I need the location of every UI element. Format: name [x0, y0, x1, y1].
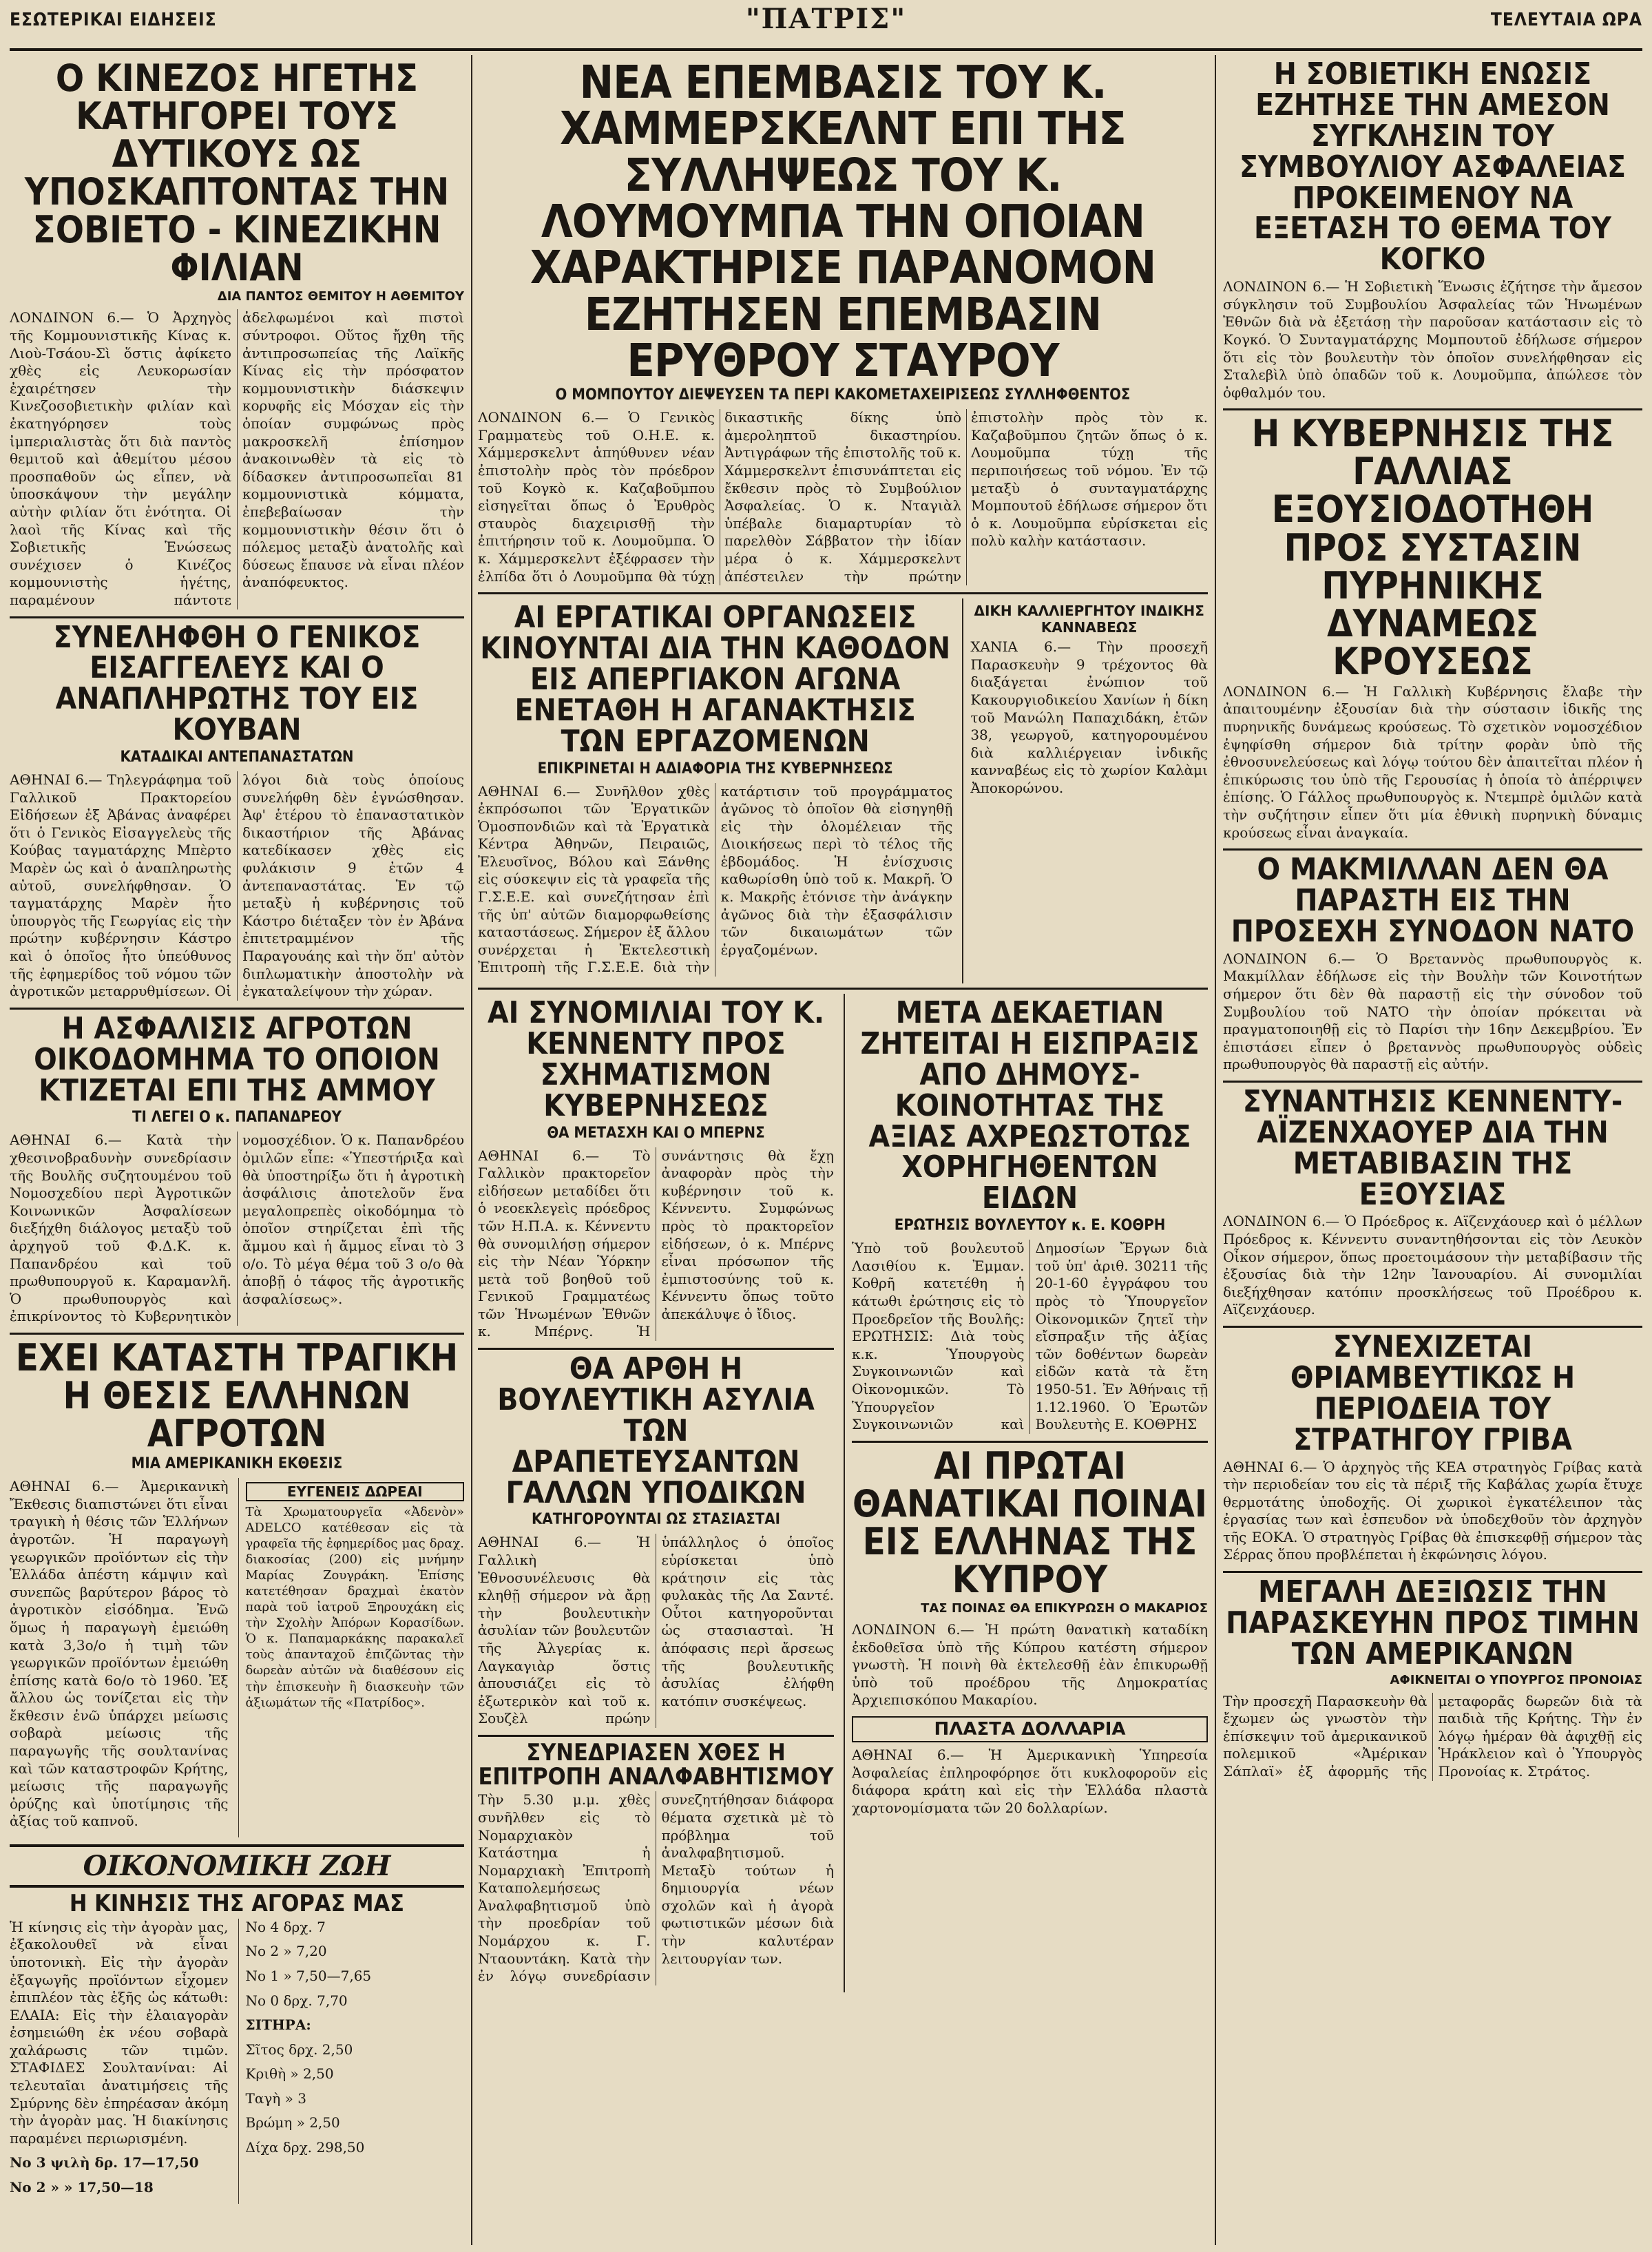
article-kennedy: ΑΘΗΝΑΙ 6.— Τὸ Γαλλικὸν πρακτορεῖον εἰδήσεων μεταδίδει ὅτι ὁ νεοεκλεγεὶς πρόεδρος τῶν Η.Π.Α. κ. Κέννεντυ θὰ συνομιλήσῃ σήμερον εἰς τὴν Νέαν Ὑόρκην μετὰ τοῦ βοηθοῦ τοῦ Γενικοῦ Γραμματέως τῶν Ἡνωμένων Ἐθνῶν κ. Μπέρνς. Ἡ συνάντησις θὰ ἔχῃ ἀναφορὰν πρὸς τὴν κυβέρνησιν τοῦ κ. Κέννεντυ. Συμφώνως πρὸς τὸ πρακτορεῖον εἰδήσεων, ὁ κ. Μπέρνς εἶναι πρόσωπον τῆς ἐμπιστοσύνης τοῦ κ. Κέννεντυ ὅπως τοῦτο ἀπεκάλυψε ὁ ἴδιος.: [478, 1147, 834, 1340]
headline-greek-farmers: ΕΧΕΙ ΚΑΤΑΣΤΗ ΤΡΑΓΙΚΗ Η ΘΕΣΙΣ ΕΛΛΗΝΩΝ ΑΓΡΟΤΩΝ: [15, 1335, 459, 1456]
price-line: No 4 δρχ. 7: [245, 1918, 326, 1935]
column-right: [1223, 55, 1642, 2245]
article-labour: ΑΘΗΝΑΙ 6.— Συνῆλθον χθὲς ἐκπρόσωποι τῶν Ἐργατικῶν Ὁμοσπονδιῶν καὶ τὰ Ἐργατικὰ Κέντρα Ἀθηνῶν, Πειραιῶς, Ἐλευσῖνος, Βόλου καὶ Ξάνθης εἰς σύσκεψιν εἰς τὰ γραφεῖα τῆς Γ.Σ.Ε.Ε. καὶ συνεζήτησαν ἐπὶ τῆς ὑπ' αὐτῶν διαμορφωθείσης καταστάσεως. Σήμερον ἐξ ἄλλου συνέρχεται ἡ Ἐκτελεστικὴ Ἐπιτροπὴ τῆς Γ.Σ.Ε.Ε. διὰ τὴν κατάρτισιν τοῦ προγράμματος ἀγῶνος τὸ ὁποῖον θὰ εἰσηγηθῇ εἰς τὴν ὁλομέλειαν τῆς Διοικήσεως περὶ τὸ τέλος τῆς ἑβδομάδος. Ἡ ἐνίσχυσις καθωρίσθη ὑπὸ τοῦ κ. Μακρῆ. Ὁ κ. Μακρῆς ἐτόνισε τὴν ἀνάγκην ἀγῶνος διὰ τὴν ἐξασφάλισιν τῶν δικαιωμάτων τῶν ἐργαζομένων.: [478, 782, 953, 976]
center-right-stack: [844, 994, 1208, 1992]
subhead-american-report: ΜΙΑ ΑΜΕΡΙΚΑΝΙΚΗ ΕΚΘΕΣΙΣ: [131, 1455, 343, 1473]
market-row: [10, 1919, 464, 2204]
grain-line: Βρώμη » 2,50: [245, 2114, 340, 2131]
subhead-berns: ΘΑ ΜΕΤΑΣΧΗ ΚΑΙ Ο ΜΠΕΡΝΣ: [547, 1124, 765, 1142]
divider: [478, 1348, 834, 1350]
column-left: [10, 55, 464, 2245]
section-label-right: ΤΕΛΕΥΤΑΙΑ ΩΡΑ: [1490, 10, 1642, 30]
divider: [478, 592, 1208, 594]
headline-hammarskjold: ΝΕΑ ΕΠΕΜΒΑΣΙΣ ΤΟΥ Κ. ΧΑΜΜΕΡΣΚΕΛΝΤ ΕΠΙ ΤΗΣ ΣΥΛΛΗΨΕΩΣ ΤΟΥ Κ. ΛΟΥΜΟΥΜΠΑ ΤΗΝ ΟΠΟΙΑΝ ΧΑΡΑΚΤΗΡΙΣΕ ΠΑΡΑΝΟΜΟΝ ΕΖΗΤΗΣΕΝ ΕΠΕΜΒΑΣΙΝ ΕΡΥΘΡΟΥ ΣΤΑΥΡΟΥ: [530, 56, 1156, 387]
headline-fake-dollars: ΠΛΑΣΤΑ ΔΟΛΛΑΡΙΑ: [852, 1716, 1208, 1742]
divider: [1223, 1571, 1642, 1573]
subhead-mobutu: Ο ΜΟΜΠΟΥΤΟΥ ΔΙΕΨΕΥΣΕΝ ΤΑ ΠΕΡΙ ΚΑΚΟΜΕΤΑΧΕΙΡΙΣΕΩΣ ΣΥΛΛΗΦΘΕΝΤΟΣ: [555, 386, 1131, 404]
headline-france-nuclear: Η ΚΥΒΕΡΝΗΣΙΣ ΤΗΣ ΓΑΛΛΙΑΣ ΕΞΟΥΣΙΟΔΟΤΗΘΗ ΠΡΟΣ ΣΥΣΤΑΣΙΝ ΠΥΡΗΝΙΚΗΣ ΔΥΝΑΜΕΩΣ ΚΡΟΥΣΕΩΣ: [1251, 412, 1614, 683]
grain-line: Δίχα δρχ. 298,50: [245, 2139, 365, 2156]
article-fake-dollars: ΑΘΗΝΑΙ 6.— Ἡ Ἀμερικανικὴ Ὑπηρεσία Ἀσφαλείας ἐπληροφόρησε ὅτι κυκλοφοροῦν εἰς διάφορα κράτη καὶ εἰς τὴν Ἑλλάδα πλαστὰ χαρτονομίσματα τῶν 20 δολλαρίων.: [852, 1746, 1208, 1816]
byline-kothris: ΕΡΩΤΗΣΙΣ ΒΟΥΛΕΥΤΟΥ κ. Ε. ΚΟΘΡΗ: [894, 1217, 1166, 1235]
article-french-immunity: ΑΘΗΝΑΙ 6.— Ἡ Γαλλικὴ Ἐθνοσυνέλευσις θὰ κληθῇ σήμερον νὰ ἄρῃ τὴν βουλευτικὴν ἀσυλίαν τῶν βουλευτῶν τῆς Ἀλγερίας κ. Λαγκαγιὰρ ὅστις ἀπουσιάζει εἰς τὸ ἐξωτερικὸν καὶ τοῦ κ. Σουζὲλ πρώην ὑπάλληλος ὁ ὁποῖος εὑρίσκεται ὑπὸ κράτησιν εἰς τὰς φυλακὰς τῆς Λα Σαντέ. Οὗτοι κατηγοροῦνται ὡς στασιασταὶ. Ἡ ἀπόφασις περὶ ἄρσεως τῆς βουλευτικῆς ἀσυλίας ἐλήφθη κατόπιν συσκέψεως.: [478, 1534, 834, 1727]
headline-cannabis: ΔΙΚΗ ΚΑΛΛΙΕΡΓΗΤΟΥ ΙΝΔΙΚΗΣ ΚΑΝΝΑΒΕΩΣ: [974, 603, 1204, 636]
article-macmillan: ΛΟΝΔΙΝΟΝ 6.— Ὁ Βρεταννὸς πρωθυπουργὸς κ. Μακμίλλαν ἐδήλωσε εἰς τὴν Βουλὴν τῶν Κοινοτήτων σήμερον ὅτι δὲν θὰ παραστῇ εἰς τὴν σύνοδον τοῦ Συμβουλίου τοῦ ΝΑΤΟ τὴν ὁποίαν πρόκειται νὰ πραγματοποιηθῇ εἰς τὸ Παρίσι τὴν 16ην Δεκεμβρίου. Ἐν ἐπιστάσει εἶπεν ὁ βρεταννὸς πρωθυπουργὸς οὐδεὶς πρωθυπουργὸς θὰ παραστῇ εἰς αὐτήν.: [1223, 950, 1642, 1073]
price-line: No 2 » » 17,50—18: [10, 2179, 154, 2196]
donations-box: [238, 1478, 465, 1837]
donations-text: Τὰ Χρωματουργεῖα «Ἀδενὸν» ADELCO κατέθεσαν εἰς τὰ γραφεῖα τῆς ἐφημερίδος μας δραχ. διακοσίας (200) εἰς μνήμην Μαρίας Ζουγράκη. Ἐπίσης κατετέθησαν δραχμαὶ ἑκατὸν παρὰ τοῦ ἰατροῦ Ξηρουχάκη εἰς τὴν Σχολὴν Ἀπόρων Κορασίδων. Ὁ κ. Παπαμαρκάκης παρακαλεῖ τοὺς ἀπανταχοῦ ἐπιζῶντας τὴν δωρεὰν αὐτῶν νὰ διαθέσουν εἰς τὴν ἐπισκευὴν ἢ διασκευὴν τῶν ἀξιωμάτων τῆς «Πατρίδος».: [245, 1505, 464, 1710]
divider: [478, 1735, 834, 1737]
price-line: No 2 » 7,20: [245, 1943, 327, 1960]
section-label-left: ΕΣΩΤΕΡΙΚΑΙ ΕΙΔΗΣΕΙΣ: [10, 10, 217, 30]
center-row-1: [478, 598, 1208, 983]
divider: [10, 616, 464, 618]
headline-municipalities: ΜΕΤΑ ΔΕΚΑΕΤΙΑΝ ΖΗΤΕΙΤΑΙ Η ΕΙΣΠΡΑΞΙΣ ΑΠΟ ΔΗΜΟΥΣ-ΚΟΙΝΟΤΗΤΑΣ ΤΗΣ ΑΞΙΑΣ ΑΧΡΕΩΣΤΟΤΩΣ ΧΟΡΗΓΗΘΕΝΤΩΝ ΕΙΔΩΝ: [860, 995, 1200, 1216]
subhead-government: ΕΠΙΚΡΙΝΕΤΑΙ Η ΑΔΙΑΦΟΡΙΑ ΤΗΣ ΚΥΒΕΡΝΗΣΕΩΣ: [537, 760, 893, 778]
headline-macmillan: Ο ΜΑΚΜΙΛΛΑΝ ΔΕΝ ΘΑ ΠΑΡΑΣΤΗ ΕΙΣ ΤΗΝ ΠΡΟΣΕΧΗ ΣΥΝΟΔΟΝ ΝΑΤΟ: [1231, 852, 1635, 949]
center-row-2: [478, 994, 1208, 1992]
cannabis-block: [962, 598, 1208, 983]
masthead: [10, 0, 1642, 51]
column-center: [478, 55, 1208, 2245]
article-kennedy-eisenhower: ΛΟΝΔΙΝΟΝ 6.— Ὁ Πρόεδρος κ. Αϊζενχάουερ καὶ ὁ μέλλων Πρόεδρος κ. Κέννεντυ συναντηθήσονται εἰς τὸν Λευκὸν Οἶκον σήμερον, ὅπως προετοιμάσουν τὴν μεταβίβασιν τῆς ἐξουσίας διὰ τὴν 12ην Ἰανουαρίου. Αἱ συνομιλίαι διεξήχθησαν κατόπιν προσκλήσεως τοῦ Προέδρου κ. Αϊζενχάουερ.: [1223, 1213, 1642, 1318]
price-line: No 1 » 7,50—7,65: [245, 1967, 372, 1984]
market-left: [10, 1919, 229, 2204]
article-cuba: ΑΘΗΝΑΙ 6.— Τηλεγράφημα τοῦ Γαλλικοῦ Πρακτορείου Εἰδήσεων ἐξ Ἀβάνας ἀναφέρει ὅτι ὁ Γενικὸς Εἰσαγγελεὺς τῆς Κούβας ταγματάρχης Μπὲρτο Μαρὲν ὡς καὶ ὁ ἀναπληρωτὴς αὐτοῦ, συνελήφθησαν. Ὁ ταγματάρχης Μαρὲν ἦτο ὑπουργὸς τῆς Γεωργίας εἰς τὴν πρώτην κυβέρνησιν Κάστρο καὶ ὁ ὁποῖος ἦτο ὑπεύθυνος τῆς ἐφημερίδος τοῦ νόμου τῶν ἀγροτικῶν μεταρρυθμίσεων. Οἱ λόγοι διὰ τοὺς ὁποίους συνελήφθη δὲν ἐγνώσθησαν. Ἀφ' ἑτέρου τὸ ἐπαναστατικὸν δικαστήριον τῆς Ἀβάνας κατεδίκασεν χθὲς εἰς φυλάκισιν 9 ἐτῶν 4 ἀντεπαναστάτας. Ἐν τῷ μεταξὺ ἡ κυβέρνησις τοῦ Κάστρο διέταξεν τὸν ἐν Ἀβάνα ἐπιτετραμμένον τῆς Παραγουάης καὶ τὴν ὅπ' αὐτὸν διπλωματικὴν ἀποστολὴν νὰ ἐγκαταλείψουν τὴν χώραν.: [10, 771, 464, 1000]
grain-title: ΣΙΤΗΡΑ:: [245, 2016, 311, 2034]
grain-line: Κριθὴ » 2,50: [245, 2065, 334, 2083]
article-greek-farmers: ΑΘΗΝΑΙ 6.— Ἀμερικανικὴ Ἔκθεσις διαπιστώνει ὅτι εἶναι τραγικὴ ἡ θέσις τῶν Ἑλλήνων ἀγροτῶν. Ἡ παραγωγὴ γεωργικῶν προϊόντων εἰς τὴν Ἑλλάδα ἀπέστη κάμψιν καὶ συνεπῶς βαρύτερον βάρος τὸ ἀγροτικὸν εἰσόδημα. Ἐνῶ ὅμως ἡ παραγωγὴ ἐμειώθη κατὰ 3,3ο/ο ἡ τιμὴ τῶν γεωργικῶν προϊόντων ἐμειώθη ἐπίσης κατὰ 6ο/ο τὸ 1960. Ἐξ ἄλλου ὡς τονίζεται εἰς τὴν ἔκθεσιν ἐνῶ ὑπάρχει μείωσις σοβαρὰ μείωσις τῆς παραγωγῆς τῆς σουλτανίνας καὶ τῶν καταστροφῶν Κρήτης, μείωσις τῆς παραγωγῆς ὀρύζης καὶ ὑποτίμησις τῆς ἀξίας τοῦ καπνοῦ.: [10, 1478, 229, 1830]
byline-makarios: ΤΑΣ ΠΟΙΝΑΣ ΘΑ ΕΠΙΚΥΡΩΣΗ Ο ΜΑΚΑΡΙΟΣ: [921, 1601, 1208, 1616]
price-line: No 3 ψιλὴ δρ. 17—17,50: [10, 2154, 199, 2171]
market-right: [238, 1919, 465, 2204]
headline-soviet-security: Η ΣΟΒΙΕΤΙΚΗ ΕΝΩΣΙΣ ΕΖΗΤΗΣΕ ΤΗΝ ΑΜΕΣΟΝ ΣΥΓΚΛΗΣΙΝ ΤΟΥ ΣΥΜΒΟΥΛΙΟΥ ΑΣΦΑΛΕΙΑΣ ΠΡΟΚΕΙΜΕΝΟΥ ΝΑ ΕΞΕΤΑΣΗ ΤΟ ΘΕΜΑ ΤΟΥ ΚΟΓΚΟ: [1239, 56, 1627, 278]
headline-cyprus-death: ΑΙ ΠΡΩΤΑΙ ΘΑΝΑΤΙΚΑΙ ΠΟΙΝΑΙ ΕΙΣ ΕΛΛΗΝΑΣ ΤΗΣ ΚΥΠΡΟΥ: [853, 1443, 1207, 1601]
divider: [1223, 1081, 1642, 1083]
headline-kennedy-talks: ΑΙ ΣΥΝΟΜΙΛΙΑΙ ΤΟΥ Κ. ΚΕΝΝΕΝΤΥ ΠΡΟΣ ΣΧΗΜΑΤΙΣΜΟΝ ΚΥΒΕΡΝΗΣΕΩΣ: [487, 995, 824, 1123]
article-france-nuclear: ΛΟΝΔΙΝΟΝ 6.— Ἡ Γαλλικὴ Κυβέρνησις ἔλαβε τὴν ἀπαιτουμένην ἐξουσίαν διὰ τὴν σύστασιν ἰδικῆς της πυρηνικῆς δυνάμεως κρούσεως. Τὸ σχετικὸν νομοσχέδιον ἐψηφίσθη σήμερον διὰ τρίτην φορὰν ὑπὸ τῆς ἐθνοσυνελεύσεως καὶ λόγῳ τούτου δὲν ἀπαιτεῖται πλέον ἡ ἐπικύρωσις του ὑπὸ τῆς Γερουσίας ἡ ὁποία τὸ ἀπέρριψεν ἐπίσης. Ὁ Γάλλος πρωθυπουργὸς κ. Ντεμπρὲ ὁμιλῶν κατὰ τὴν συζήτησιν εἶπεν ὅτι μία ἐθνικὴ πυρηνικὴ δύναμις κρούσεως εἶναι ἀναγκαία.: [1223, 682, 1642, 841]
newspaper-title: "ΠΑΤΡΙΣ": [745, 3, 907, 35]
article-farmers-insurance: ΑΘΗΝΑΙ 6.— Κατὰ τὴν χθεσινοβραδυνὴν συνεδρίασιν τῆς Βουλῆς συζητουμένου τοῦ Νομοσχεδίου περὶ Ἀγροτικῶν Κοινωνικῶν Ἀσφαλίσεων διεξήχθη διάλογος μεταξὺ τοῦ ἀρχηγοῦ τοῦ Φ.Δ.Κ. κ. Παπανδρέου καὶ τοῦ πρωθυπουργοῦ κ. Καραμανλῆ. Ὁ πρωθυπουργὸς καὶ ἐπικρίνοντος τὸ Κυβερνητικὸν νομοσχέδιον. Ὁ κ. Παπανδρέου ὁμιλῶν εἶπε: «Ὑπεστήριξα καὶ θὰ ὑποστηρίξω ὅτι ἡ ἀγροτικὴ ἀσφάλισις ἀποτελοῦν ἕνα μεγαλοπρεπὲς οἰκοδόμημα τὸ ὁποῖον στηρίζεται ἐπὶ τῆς ἄμμου καὶ ἡ ἄμμος εἶναι τὸ 3 ο/ο. Τὸ μέγα θέμα τοῦ 3 ο/ο θὰ ἀποβῇ ὁ τάφος τῆς ἀγροτικῆς ἀσφαλίσεως».: [10, 1132, 464, 1325]
article-municipalities: Ὑπὸ τοῦ βουλευτοῦ Λασιθίου κ. Ἐμμαν. Κοθρῆ κατετέθη ἡ κάτωθι ἐρώτησις εἰς τὸ Προεδρεῖον τῆς Βουλῆς: ΕΡΩΤΗΣΙΣ: Διὰ τοὺς κ.κ. Ὑπουργοὺς Συγκοινωνιῶν καὶ Οἰκονομικῶν. Τὸ Ὑπουργεῖον Συγκοινωνιῶν καὶ Δημοσίων Ἔργων διὰ τοῦ ὑπ' ἀριθ. 30211 τῆς 20-1-60 ἐγγράφου του πρὸς τὸ Ὑπουργεῖον Οἰκονομικῶν ζητεῖ τὴν εἴσπραξιν τῆς ἀξίας τῶν δοθέντων δωρεὰν εἰδῶν κατὰ τὰ ἔτη 1950-51. Ἐν Ἀθήναις τῇ 1.12.1960. Ὁ Ἐρωτῶν Βουλευτὴς Ε. ΚΟΘΡΗΣ: [852, 1240, 1208, 1433]
subhead-papandreou: ΤΙ ΛΕΓΕΙ Ο κ. ΠΑΠΑΝΔΡΕΟΥ: [132, 1109, 342, 1127]
column-rule: [1215, 55, 1216, 2245]
divider: [478, 988, 1208, 990]
divider: [852, 1441, 1208, 1443]
article-market: Ἡ κίνησις εἰς τὴν ἀγορὰν μας, ἐξακολουθεῖ νὰ εἶναι ὑποτονικὴ. Εἰς τὴν ἀγορὰν ἐξαγωγῆς προϊόντων εἶχομεν ἐπιπλέον τὰς ἑξῆς ὡς κάτωθι: ΕΛΑΙΑ: Εἰς τὴν ἐλαιαγορὰν ἐσημειώθη ἐκ νέου σοβαρὰ χαλάρωσις τῶν τιμῶν. ΣΤΑΦΙΔΕΣ Σουλτανίναι: Αἱ τελευταῖαι ἀνατιμήσεις τῆς Σμύρνης δὲν ἐπηρέασαν ἀκόμη τὴν ἀγορὰν μας. Ἡ διακίνησις παραμένει περιωρισμένη.: [10, 1918, 229, 2147]
headline-reception: ΜΕΓΑΛΗ ΔΕΞΙΩΣΙΣ ΤΗΝ ΠΑΡΑΣΚΕΥΗΝ ΠΡΟΣ ΤΙΜΗΝ ΤΩΝ ΑΜΕΡΙΚΑΝΩΝ: [1226, 1574, 1640, 1671]
article-illiteracy: Τὴν 5.30 μ.μ. χθὲς συνῆλθεν εἰς τὸ Νομαρχιακὸν Κατάστημα ἡ Νομαρχιακὴ Ἐπιτροπὴ Καταπολεμήσεως Ἀναλφαβητισμοῦ ὑπὸ τὴν προεδρίαν τοῦ Νομάρχου κ. Γ. Νταουντάκη. Κατὰ τὴν ἐν λόγῳ συνεδρίασιν συνεζητήθησαν διάφορα θέματα σχετικὰ μὲ τὸ πρόβλημα τοῦ ἀναλφαβητισμοῦ. Μεταξὺ τούτων ἡ δημιουργία νέων σχολῶν καὶ ἡ ἀγορὰ φωτιστικῶν μέσων διὰ τὴν καλυτέραν λειτουργίαν των.: [478, 1791, 834, 1985]
headline-french-immunity: ΘΑ ΑΡΘΗ Η ΒΟΥΛΕΥΤΙΚΗ ΑΣΥΛΙΑ ΤΩΝ ΔΡΑΠΕΤΕΥΣΑΝΤΩΝ ΓΑΛΛΩΝ ΥΠΟΔΙΚΩΝ: [497, 1351, 815, 1510]
divider: [10, 1008, 464, 1010]
article-chinese-leader: ΛΟΝΔΙΝΟΝ 6.— Ὁ Ἀρχηγὸς τῆς Κομμουνιστικῆς Κίνας κ. Λιοὺ-Τσάου-Σὶ ὅστις ἀφίκετο χθὲς εἰς Λευκορωσίαν ἐχαιρέτησεν τὴν Κινεζοσοβιετικὴν φιλίαν καὶ ἐκατηγόρησεν τοὺς ἰμπεριαλιστὰς ὅτι διὰ παντὸς θεμιτοῦ καὶ ἀθεμίτου μέσου προσπαθοῦν ὡς εἶπεν, νὰ ὑποσκάψουν τὴν μεγάλην αὐτὴν φιλίαν ὅτι ἐνότητα. Οἱ λαοὶ τῆς Κίνας καὶ τῆς Σοβιετικῆς Ἑνώσεως συνέχισεν ὁ Κινέζος κομμουνιστὴς ἡγέτης, παραμένουν πάντοτε ἀδελφωμένοι καὶ πιστοὶ σύντροφοι. Οὕτος ἤχθη τῆς ἀντιπροσωπείας τῆς Λαϊκῆς Κίνας εἰς τὴν πρόσφατον κομμουνιστικὴν διάσκεψιν κορυφῆς εἰς Μόσχαν εἰς τὴν ὁποίαν συμφώνως πρὸς μακροσκελῆ ἐπίσημον ἀνακοινωθὲν τὰ εἰς τὸ δίδασκεν ἀντιπροσωπεῖαι 81 κομμουνιστικὰ κόμματα, ἐπεβεβαίωσαν τὴν κομμουνιστικὴν θέσιν ὅτι ὁ πόλεμος μεταξὺ ἀνατολῆς καὶ δύσεως ἔπαυσε νὰ εἶναι πλέον ἀναπόφευκτος.: [10, 309, 464, 608]
byline-minister: ΑΦΙΚΝΕΙΤΑΙ Ο ΥΠΟΥΡΓΟΣ ΠΡΟΝΟΙΑΣ: [1390, 1672, 1642, 1687]
article-cyprus: ΛΟΝΔΙΝΟΝ 6.— Ἡ πρώτη θανατικὴ καταδίκη ἐκδοθεῖσα ὑπὸ τῆς Κύπρου κατέστη σήμερον γνωστὴ. Ἡ ποινὴ θὰ ἐκτελεσθῇ ἐὰν ἐπικυρωθῇ ὑπὸ τοῦ προέδρου τῆς Δημοκρατίας Ἀρχιεπισκόπου Μακαρίου.: [852, 1621, 1208, 1709]
article-reception: Τὴν προσεχῆ Παρασκευὴν θὰ ἔχωμεν ὡς γνωστὸν τὴν ἐπίσκεψιν τοῦ ἀμερικανικοῦ πολεμικοῦ «Ἀμέρικαν Σάπλαϊ» ἐξ ἀφορμῆς τῆς μεταφορᾶς δωρεῶν διὰ τὰ παιδιὰ τῆς Κρήτης. Τὴν ἐν λόγῳ ἡμέραν θὰ ἀφιχθῇ εἰς Ἡράκλειον καὶ ὁ Ὑπουργὸς Προνοίας κ. Στράτος.: [1223, 1692, 1642, 1780]
divider: [1223, 1326, 1642, 1328]
article-soviet: ΛΟΝΔΙΝΟΝ 6.— Ἡ Σοβιετικὴ Ἕνωσις ἐζήτησε τὴν ἄμεσον σύγκλησιν τοῦ Συμβουλίου Ἀσφαλείας τῶν Ἡνωμένων Ἐθνῶν διὰ νὰ ἐξετάσῃ τὴν παροῦσαν κατάστασιν εἰς τὸ Κογκό. Ὁ Συνταγματάρχης Μομπουτοῦ ἐδήλωσε σήμερον ὅτι εἰς τὸν βουλευτὴν τὸν ὁποῖον συνελήφθησαν εἰς Σταλεβὶλ ὑπὸ ὁπαδῶν τοῦ κ. Λουμοῦμπα, ἀπώλεσε τὸν ὀφθαλμόν του.: [1223, 278, 1642, 401]
economy-section-title: ΟΙΚΟΝΟΜΙΚΗ ΖΩΗ: [10, 1844, 464, 1888]
headline-farmers-insurance: Η ΑΣΦΑΛΙΣΙΣ ΑΓΡΟΤΩΝ ΟΙΚΟΔΟΜΗΜΑ ΤΟ ΟΠΟΙΟΝ ΚΤΙΖΕΤΑΙ ΕΠΙ ΤΗΣ ΑΜΜΟΥ: [34, 1010, 440, 1108]
center-left-stack: [478, 994, 834, 1992]
divider: [10, 1333, 464, 1335]
price-line: No 0 δρχ. 7,70: [245, 1992, 348, 2009]
headline-kennedy-eisenhower: ΣΥΝΑΝΤΗΣΙΣ ΚΕΝΝΕΝΤΥ-ΑΪΖΕΝΧΑΟΥΕΡ ΔΙΑ ΤΗΝ ΜΕΤΑΒΙΒΑΣΙΝ ΤΗΣ ΕΞΟΥΣΙΑΣ: [1242, 1083, 1623, 1212]
column-rule: [471, 55, 472, 2245]
article-grivas: ΑΘΗΝΑΙ 6.— Ὁ ἀρχηγὸς τῆς ΚΕΑ στρατηγὸς Γρίβας κατὰ τὴν περιοδείαν του εἰς τὰ πέριξ τῆς Καβάλας χωρία ἔτυχε θερμοτάτης ὑποδοχῆς. Οἱ χωρικοὶ ἐγκατέλειπον τὰς ἐργασίας των καὶ ἐσπευδον νὰ ὑποδεχθοῦν τὸν ἀρχηγὸν τῆς ΕΟΚΑ. Ὁ στρατηγὸς Γρίβας θὰ ἐπισκεφθῇ σήμερον τὰς Σέρρας ὅπου προβλέπεται ἡ ἐκφώνησις λόγου.: [1223, 1458, 1642, 1563]
headline-illiteracy: ΣΥΝΕΔΡΙΑΣΕΝ ΧΘΕΣ Η ΕΠΙΤΡΟΠΗ ΑΝΑΛΦΑΒΗΤΙΣΜΟΥ: [478, 1738, 834, 1791]
article-cannabis: ΧΑΝΙΑ 6.— Τὴν προσεχῆ Παρασκευὴν 9 τρέχοντος θὰ διαξάγεται ἐνώπιον τοῦ Κακουργιοδικείου Χανίων ἡ δίκη τοῦ Μανώλη Παπαχιδάκη, ἐτῶν 38, γεωργοῦ, κατηγορουμένου διὰ καλλιέργειαν ἰνδικῆς κανναβέως εἰς τὸ χωρίον Καλὰμι Ἀποκορώνου.: [970, 638, 1208, 796]
farmers-row: [10, 1478, 464, 1837]
donations-title: ΕΥΓΕΝΕΙΣ ΔΩΡΕΑΙ: [246, 1482, 465, 1501]
headline-cuba-prosecutor: ΣΥΝΕΛΗΦΘΗ Ο ΓΕΝΙΚΟΣ ΕΙΣΑΓΓΕΛΕΥΣ ΚΑΙ Ο ΑΝΑΠΛΗΡΩΤΗΣ ΤΟΥ ΕΙΣ ΚΟΥΒΑΝ: [53, 619, 421, 748]
article-hammarskjold: ΛΟΝΔΙΝΟΝ 6.— Ὁ Γενικὸς Γραμματεὺς τοῦ Ο.Η.Ε. κ. Χάμμερσκελντ ἀπηύθυνεν νέαν ἐπιστολὴν πρὸς τὸν πρόεδρον τοῦ Κογκὸ κ. Καζαβοῦμπου εἰσηγεῖται ὅπως ὁ Ἐρυθρὸς σταυρὸς διαχειρισθῇ τὴν ἐπιτήρησιν τοῦ κ. Λουμοῦμπα. Ὁ κ. Χάμμερσκελντ ἐξέφρασεν τὴν ἐλπίδα ὅτι ὁ Λουμοῦμπα θὰ τύχῃ δικαστικῆς δίκης ὑπὸ ἀμεροληπτοῦ δικαστηρίου. Ἀντιγράφων τῆς ἐπιστολῆς τοῦ κ. Χάμμερσκελντ ἐπισυνάπτεται εἰς ἔκθεσιν πρὸς τὸ Συμβούλιον Ἀσφαλείας. Ὁ κ. Νταγιὰλ ὑπέβαλε διαμαρτυρίαν τὸ παρελθὸν Σάββατον τὴν ἰδίαν μέρα ὁ κ. Χάμμερσκελντ ἀπέστειλεν τὴν πρώτην ἐπιστολὴν πρὸς τὸν κ. Καζαβοῦμπου ζητῶν ὅπως ὁ κ. Λουμοῦμπα τύχῃ τῆς περιποιήσεως τοῦ νόμου. Ἐν τῷ μεταξὺ ὁ συνταγματάρχης Μομπουτοῦ ἐδήλωσε σήμερον ὅτι ὁ κ. Λουμοῦμπα εὑρίσκεται εἰς πολὺ καλὴν κατάστασιν.: [478, 409, 1208, 585]
subhead-rebels: ΚΑΤΗΓΟΡΟΥΝΤΑΙ ΩΣ ΣΤΑΣΙΑΣΤΑΙ: [532, 1511, 780, 1529]
grain-line: Σῖτος δρχ. 2,50: [245, 2041, 353, 2058]
headline-market: Η ΚΙΝΗΣΙΣ ΤΗΣ ΑΓΟΡΑΣ ΜΑΣ: [69, 1890, 405, 1918]
headline-labour-unions: ΑΙ ΕΡΓΑΤΙΚΑΙ ΟΡΓΑΝΩΣΕΙΣ ΚΙΝΟΥΝΤΑΙ ΔΙΑ ΤΗΝ ΚΑΘΟΔΟΝ ΕΙΣ ΑΠΕΡΓΙΑΚΟΝ ΑΓΩΝΑ ΕΝΕΤΑΘΗ Η ΑΓΑΝΑΚΤΗΣΙΣ ΤΩΝ ΕΡΓΑΖΟΜΕΝΩΝ: [480, 600, 951, 759]
headline-chinese-leader: Ο ΚΙΝΕΖΟΣ ΗΓΕΤΗΣ ΚΑΤΗΓΟΡΕΙ ΤΟΥΣ ΔΥΤΙΚΟΥΣ ΩΣ ΥΠΟΣΚΑΠΤΟΝΤΑΣ ΤΗΝ ΣΟΒΙΕΤΟ - ΚΙΝΕΖΙΚΗΝ ΦΙΛΙΑΝ: [24, 56, 450, 290]
labour-block: [478, 598, 952, 983]
grain-line: Ταγὴ » 3: [245, 2089, 306, 2107]
divider: [1223, 408, 1642, 410]
divider: [1223, 848, 1642, 851]
subhead-cuba: ΚΑΤΑΔΙΚΑΙ ΑΝΤΕΠΑΝΑΣΤΑΤΩΝ: [120, 749, 354, 767]
byline-chinese-leader: ΔΙΑ ΠΑΝΤΟΣ ΘΕΜΙΤΟΥ Η ΑΘΕΜΙΤΟΥ: [217, 289, 464, 304]
headline-grivas: ΣΥΝΕΧΙΖΕΤΑΙ ΘΡΙΑΜΒΕΥΤΙΚΩΣ Η ΠΕΡΙΟΔΕΙΑ ΤΟΥ ΣΤΡΑΤΗΓΟΥ ΓΡΙΒΑ: [1290, 1329, 1576, 1457]
